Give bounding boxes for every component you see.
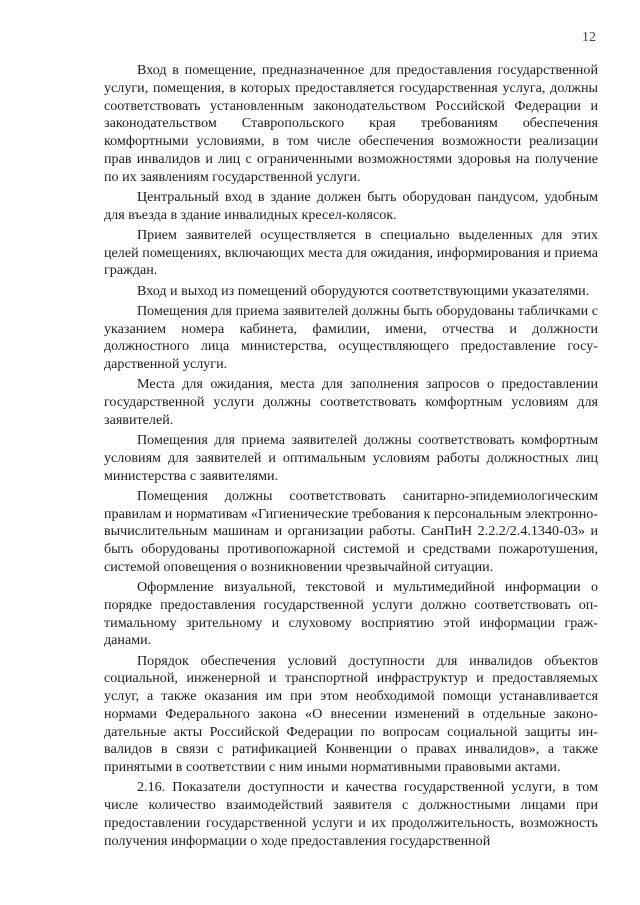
paragraph-section-2-16: 2.16. Показатели доступности и качества государственной услуги, в том числе количество взаимодействий заявителя с должностными лицами при предоставлении государственной услуги и их продолжительность, возможность получения информации о ходе предоставления государственной [104,779,598,849]
paragraph-information-design: Оформление визуальной, текстовой и мультимедийной информации о порядке предоставления государственной услуги должно соответствовать оптимальному зрительному и слуховому восприятию этой информации гражданами. [104,579,598,649]
paragraph-waiting-places: Места для ожидания, места для заполнения запросов о предоставлении государственной услуги должны соответствовать комфортным условиям для заявителей. [104,376,598,428]
paragraph-ramp: Центральный вход в здание должен быть оборудован пандусом, удобным для въезда в здание инвалидных кресел-колясок. [104,188,598,223]
paragraph-accessibility-order: Порядок обеспечения условий доступности для инвалидов объектов социальной, инженерной и транспортной инфраструктур и предоставляемых услуг, а также оказания им при этом необходимой помощи устанавливается нормами Федерального закона «О внесении изменений в отдельные законодательные акты Российской Федерации по вопросам социальной защиты инвалидов в связи с ратификацией Конвенции о правах инвалидов», а также принятыми в соответствии с ним иными нормативными правовыми актами. [104,652,598,775]
paragraph-room-plates: Помещения для приема заявителей должны быть оборудованы табличками с указанием номера кабинета, фамилии, имени, отчества и должности должностного лица министерства, осуществляющего предоставление государственной услуги. [104,302,598,372]
paragraph-sanitary-rules: Помещения должны соответствовать санитарно-эпидемиологическим правилам и нормативам «Гигиенические требования к персональным электронно-вычислительным машинам и организации работы. СанПиН 2.2.2/2.4.1340-03» и быть оборудованы противопожарной системой и средствами пожаротушения, системой оповещения о возникновении чрезвычайной ситуации. [104,487,598,575]
paragraph-comfort-conditions: Помещения для приема заявителей должны соответствовать комфортным условиям для заявителей и оптимальным условиям работы должностных лиц министерства с заявителями. [104,432,598,484]
page-number: 12 [582,30,596,45]
paragraph-entrance-requirements: Вход в помещение, предназначенное для предоставления государственной услуги, помещения, в которых предоставляется государственная услуга, должны соответствовать установленным законодательством Российской Федерации и законодательством Ставропольского края требованиям обеспечения комфортными условиями, в том числе обеспечения возможности реализации прав инвалидов и лиц с ограниченными возможностями здоровья на получение по их заявлениям государственной услуги. [104,62,598,185]
paragraph-reception-rooms: Прием заявителей осуществляется в специально выделенных для этих целей помещениях, включающих места для ожидания, информирования и приема граждан. [104,226,598,279]
paragraph-signs: Вход и выход из помещений оборудуются соответствующими указателями. [137,282,590,299]
document-body [104,62,598,853]
